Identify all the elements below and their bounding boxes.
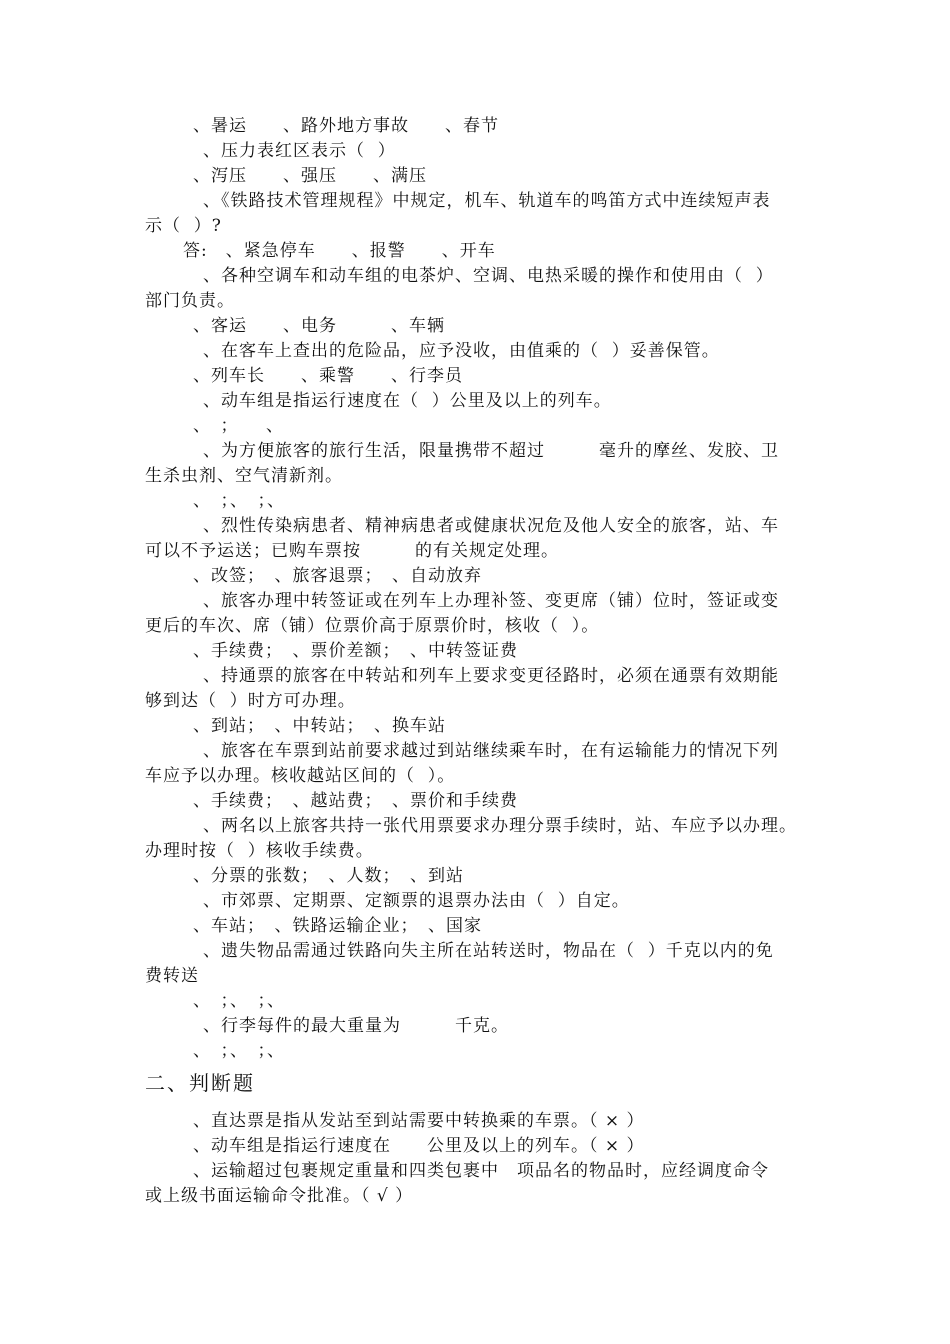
judgment-line: 或上级书面运输命令批准。（ √ ） (145, 1186, 414, 1206)
text-line: 可以不予运送；已购车票按 的有关规定处理。 (145, 541, 559, 561)
text-line: 、动车组是指运行速度在（ ）公里及以上的列车。 (203, 391, 612, 411)
text-line: 、 ；、 ；、 (193, 991, 285, 1011)
text-line: 、 ； 、 (193, 416, 284, 436)
text-line: 、改签； 、旅客退票； 、自动放弃 (193, 566, 482, 586)
text-line: 、行李每件的最大重量为 千克。 (203, 1016, 509, 1036)
judgment-line: 、直达票是指从发站至到站需要中转换乘的车票。（ × ） (193, 1111, 645, 1131)
text-line: 、市郊票、定期票、定额票的退票办法由（ ）自定。 (203, 891, 630, 911)
text-line: 答: 、紧急停车 、报警 、开车 (183, 241, 496, 261)
text-line: 、在客车上查出的危险品，应予没收，由值乘的（ ）妥善保管。 (203, 341, 720, 361)
text-line: 、旅客办理中转签证或在列车上办理补签、变更席（铺）位时，签证或变 (203, 591, 779, 611)
text-line: 、手续费； 、越站费； 、票价和手续费 (193, 791, 518, 811)
text-line: 生杀虫剂、空气清新剂。 (145, 466, 343, 486)
text-line: 、客运 、电务 、车辆 (193, 316, 445, 336)
text-line: 更后的车次、席（铺）位票价高于原票价时，核收（ ）。 (145, 616, 600, 636)
judgment-line: 、运输超过包裹规定重量和四类包裹中 项品名的物品时，应经调度命令 (193, 1161, 769, 1181)
text-line: 、泻压 、强压 、满压 (193, 166, 427, 186)
text-line: 、两名以上旅客共持一张代用票要求办理分票手续时，站、车应予以办理。 (203, 816, 797, 836)
text-line: 车应予以办理。核收越站区间的（ ）。 (145, 766, 456, 786)
text-line: 、各种空调车和动车组的电茶炉、空调、电热采暖的操作和使用由（ ） (203, 266, 774, 286)
text-line: 、《铁路技术管理规程》中规定，机车、轨道车的鸣笛方式中连续短声表 (203, 191, 771, 211)
text-line: 、持通票的旅客在中转站和列车上要求变更径路时，必须在通票有效期能 (203, 666, 779, 686)
text-line: 费转送 (145, 966, 199, 986)
text-line: 、到站； 、中转站； 、换车站 (193, 716, 446, 736)
text-line: 、压力表红区表示（ ） (203, 141, 396, 161)
text-line: 、遗失物品需通过铁路向失主所在站转送时，物品在（ ）千克以内的免 (203, 941, 774, 961)
text-line: 、旅客在车票到站前要求越过到站继续乘车时，在有运输能力的情况下列 (203, 741, 779, 761)
text-line: 、暑运 、路外地方事故 、春节 (193, 116, 499, 136)
text-line: 、分票的张数； 、人数； 、到站 (193, 866, 464, 886)
text-line: 、列车长 、乘警 、行李员 (193, 366, 463, 386)
text-line: 示（ ）? (145, 216, 222, 236)
text-line: 、为方便旅客的旅行生活，限量携带不超过 毫升的摩丝、发胶、卫 (203, 441, 779, 461)
text-line: 、手续费； 、票价差额； 、中转签证费 (193, 641, 518, 661)
text-line: 、烈性传染病患者、精神病患者或健康状况危及他人安全的旅客，站、车 (203, 516, 779, 536)
judgment-line: 、动车组是指运行速度在 公里及以上的列车。（ × ） (193, 1136, 645, 1156)
text-line: 、车站； 、铁路运输企业； 、国家 (193, 916, 482, 936)
text-line: 、 ；、 ；、 (193, 491, 285, 511)
text-line: 部门负责。 (145, 291, 235, 311)
text-line: 、 ；、 ；、 (193, 1041, 285, 1061)
text-line: 够到达（ ）时方可办理。 (145, 691, 356, 711)
text-line: 办理时按（ ）核收手续费。 (145, 841, 374, 861)
section-title: 二、判断题 (145, 1071, 255, 1095)
